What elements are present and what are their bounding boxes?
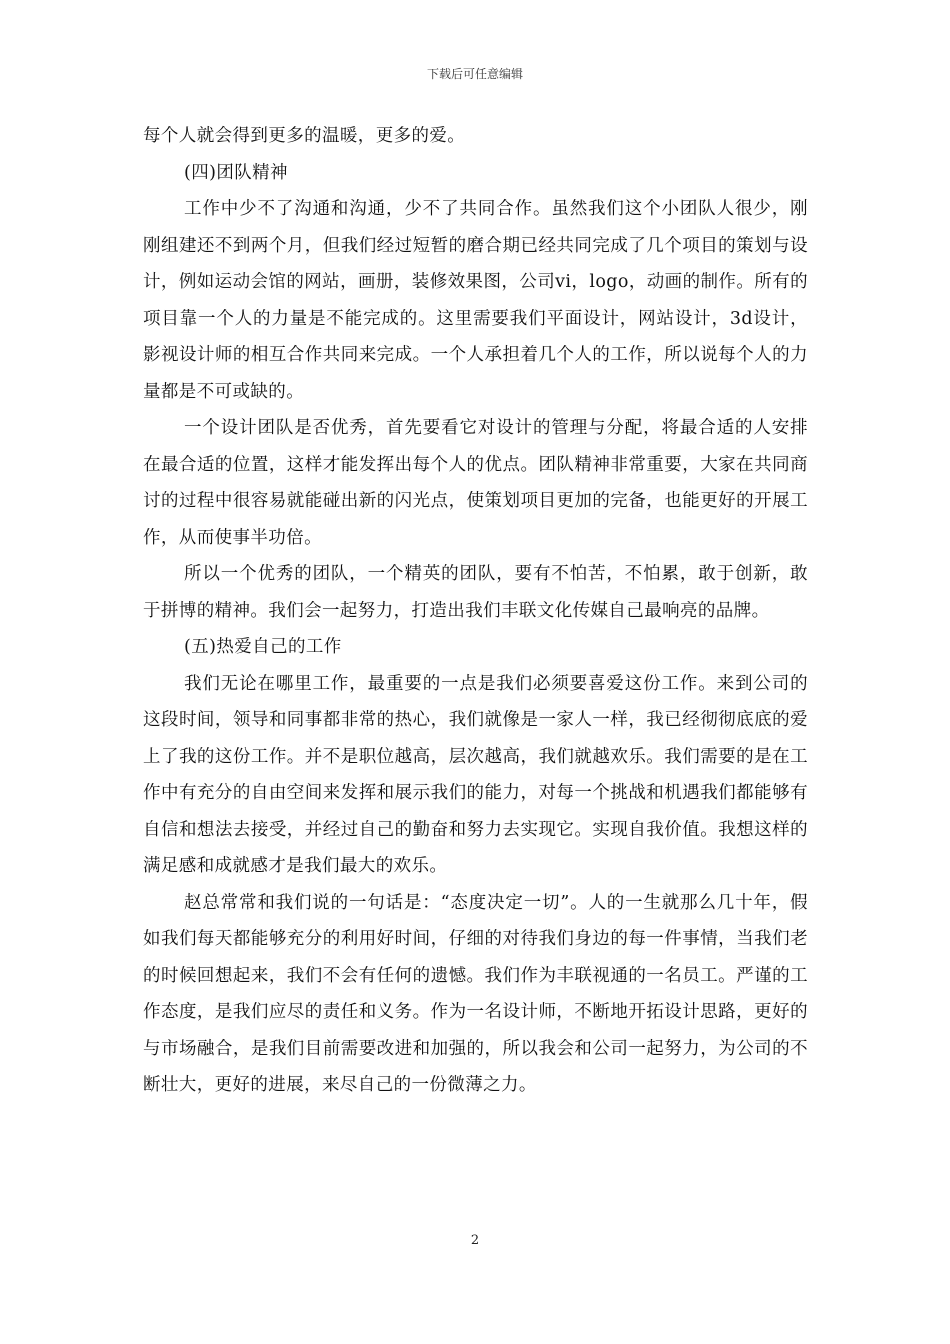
page-number: 2 bbox=[470, 1233, 480, 1248]
paragraph-continuation: 每个人就会得到更多的温暖，更多的爱。 bbox=[143, 126, 466, 146]
paragraph-design-team: 一个设计团队是否优秀，首先要看它对设计的管理与分配，将最合适的人安排在最合适的位置，这样才能发挥出每个人的优点。团队精神非常重要，大家在共同商讨的过程中很容易就能碰出新的闪光点，使策划项目更加的完备，也能更好的开展工作，从而使事半功倍。 bbox=[143, 418, 808, 548]
section-heading-team-spirit: (四)团队精神 bbox=[184, 162, 288, 183]
paragraph-love-work: 我们无论在哪里工作，最重要的一点是我们必须要喜爱这份工作。来到公司的这段时间，领导和同事都非常的热心，我们就像是一家人一样，我已经彻彻底底的爱上了我的这份工作。并不是职位越高，层次越高，我们就越欢乐。我们需要的是在工作中有充分的自由空间来发挥和展示我们的能力，对每一个挑战和机遇我们都能够有自信和想法去接受，并经过自己的勤奋和努力去实现它。实现自我价值。我想这样的满足感和成就感才是我们最大的欢乐。 bbox=[143, 673, 808, 876]
page-header: 下载后可任意编辑 bbox=[426, 67, 523, 81]
paragraph-teamwork: 工作中少不了沟通和沟通，少不了共同合作。虽然我们这个小团队人很少，刚刚组建还不到两个月，但我们经过短暂的磨合期已经共同完成了几个项目的策划与设计，例如运动会馆的网站，画册，装修效果图，公司vi，logo，动画的制作。所有的项目靠一个人的力量是不能完成的。这里需要我们平面设计，网站设计，3d设计，影视设计师的相互合作共同来完成。一个人承担着几个人的工作，所以说每个人的力量都是不可或缺的。 bbox=[143, 199, 808, 402]
paragraph-excellent-team: 所以一个优秀的团队，一个精英的团队，要有不怕苦，不怕累，敢于创新，敢于拼博的精神。我们会一起努力，打造出我们丰联文化传媒自己最响亮的品牌。 bbox=[143, 564, 808, 621]
document-body bbox=[143, 118, 808, 1104]
section-heading-love-work: (五)热爱自己的工作 bbox=[184, 637, 342, 657]
paragraph-attitude: 赵总常常和我们说的一句话是：“态度决定一切”。人的一生就那么几十年，假如我们每天都能够充分的利用好时间，仔细的对待我们身边的每一件事情，当我们老的时候回想起来，我们不会有任何的遗憾。我们作为丰联视通的一名员工。严谨的工作态度，是我们应尽的责任和义务。作为一名设计师，不断地开拓设计思路，更好的与市场融合，是我们目前需要改进和加强的，所以我会和公司一起努力，为公司的不断壮大，更好的进展，来尽自己的一份微薄之力。 bbox=[143, 892, 808, 1095]
